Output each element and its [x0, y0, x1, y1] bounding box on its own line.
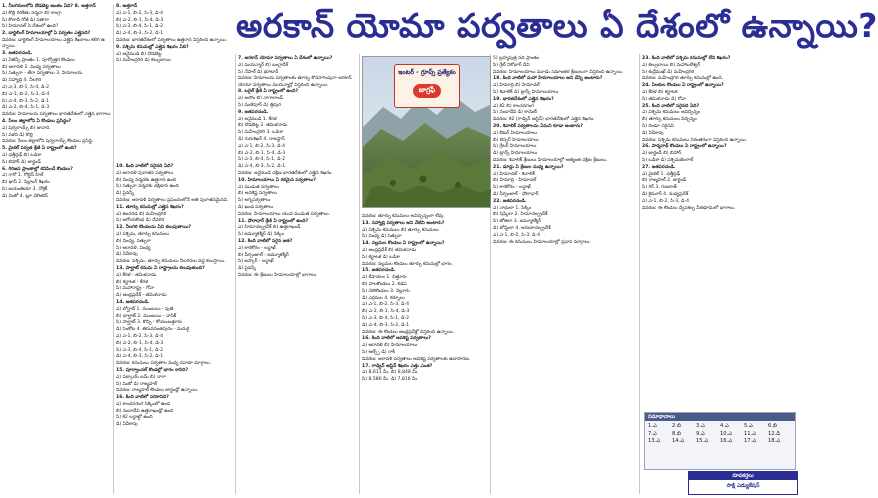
article-line: 13. పాల్ఘాట్ కనుమ ఏ రాష్ట్రాలను కలుపుతుంది?	[116, 265, 205, 271]
article-line: సి) జయంతియా 3. నోక్రెక్	[2, 187, 48, 193]
answer-key-item: 16.ఎ	[720, 438, 732, 445]
article-line: డి) ట్రాన్స్ హిమాలయాలు	[493, 151, 538, 157]
article-line: 16. కింది వాటిలో సరికానిది?	[116, 395, 169, 401]
article-line: సి) ఎ-3, బి-4, సి-1, డి-2	[362, 315, 409, 321]
article-line: ఎ) హిమాచల్ప్రదేశ్ బి) ఉత్తరాఖండ్	[238, 225, 301, 231]
answer-key-item: 8.బి	[672, 430, 681, 437]
article-line: బి) ఎ-2, బి-1, సి-4, డి-3	[362, 309, 410, 315]
article-line: బి) ఎ-1, బి-2, సి-3, డి-4	[2, 91, 50, 97]
article-line: వివరణ: నల్లమల కొండలు తూర్పు కనుమల్లో భాగం.	[362, 261, 453, 267]
article-line: వివరణ: పశ్చిమ కనుమలు నిరంతరంగా విస్తరించి ఉన్నాయి.	[642, 137, 748, 143]
article-line: 3. జతపరచండి.	[2, 51, 33, 57]
article-line: ఎ) 8,611 మీ. బి) 8,848 మీ.	[362, 370, 419, 376]
article-line: ఎ) కె2 బి) కాంచనగంగ	[493, 103, 534, 109]
article-line: 7. అరకాన్ యోమా పర్వతాలు ఏ దేశంలో ఉన్నాయి?	[238, 56, 333, 61]
article-line: వివరణ: ఆరావళి పర్వతాలు ప్రపంచంలోనే అతి పురాతనమైనవి.	[116, 197, 229, 203]
article-line: బి) లెస్సర్ హిమాలయాలు	[493, 137, 539, 143]
article-line: ఎ) పట్కాయ్ బమ్ బి) నాగా	[116, 374, 166, 380]
article-line: 18. కింది వాటిలో మహా హిమాలయాలు అని దేన్ని అంటారు?	[493, 76, 603, 82]
article-line: ఎ) ఎ-1, బి-2, సి-3, డి-4	[642, 198, 690, 204]
article-line: సి) ఎ-3, బి-4, సి-1, డి-2	[116, 24, 163, 30]
article-line: వివరణ: కె2 (గాడ్విన్ ఆస్టిన్) భారతదేశంలో ఎత్తైన శిఖరం.	[493, 117, 595, 123]
article-line: ఎ) కల్సుబాయి బి) మహాబలేశ్వర్	[642, 62, 701, 68]
credit-box	[688, 471, 798, 495]
article-line: ఎ) ఎ-3, బి-1, సి-4, డి-2	[2, 85, 50, 91]
article-line: బి) పీర్పంజాల్ - జమ్మూకశ్మీర్	[238, 252, 289, 258]
answer-key-item: 4.ఎ	[720, 423, 729, 430]
article-line: ఎ) ఔటర్ హిమాలయాలు	[493, 130, 538, 136]
article-line: ఎ) హిమాద్రి బి) హిమాచల్	[493, 83, 540, 89]
article-line: 12. నీలగిరి కొండలను ఏవి కలుపుతాయి?	[116, 225, 192, 231]
article-line: ఎ) ఎ-1, బి-2, సి-3, డి-4	[362, 302, 410, 308]
article-line: వివరణ: పశ్చిమ, తూర్పు కనుమలు నీలగిరుల వద్ద కలుస్తాయి.	[116, 259, 226, 265]
article-line: ఎ) ఎ-1, బి-2, సి-3, డి-4	[238, 143, 286, 149]
article-line: సి) జమ్మూకశ్మీర్ డి) సిక్కిం	[238, 232, 284, 238]
article-line: 10. కింది వాటిలో సరైనది ఏది?	[116, 164, 174, 169]
answer-key-item: 13.ఎ	[648, 438, 660, 445]
article-line: డి) మిజో 4. బ్లూ మౌంటెన్	[2, 193, 48, 199]
article-line: 11. ధౌలాధార్ శ్రేణి ఏ రాష్ట్రంలో ఉంది?	[238, 218, 309, 224]
article-line: సి) వెలికొండలు 3. నెల్లూరు	[362, 288, 410, 294]
article-line: 23. కింది వాటిలో పశ్చిమ కనుమల్లో లేని శిఖరం?	[642, 56, 731, 61]
article-line: సి) మహేంద్రగిరి డి) కల్సుబాయి	[116, 58, 171, 64]
answer-key-item: 3.ఎ	[696, 423, 705, 430]
article-line: వివరణ: సేలం జిల్లాలోని షెర్వరాయ్స్ కొండలు ప్రసిద్ధి.	[2, 139, 94, 145]
article-line: సి) గిర్ 3. గుజరాత్	[642, 185, 677, 191]
article-line: బి) ఖాసీ 2. షిల్లాంగ్ శిఖరం	[2, 180, 50, 186]
article-line: 15. పూర్వాంచల్ కొండల్లో భాగం కానిది?	[116, 367, 189, 373]
article-line: డి) పైవన్నీ	[238, 266, 256, 272]
answer-key-item: 6.బి	[768, 423, 777, 430]
article-line: బి) నందాదేవి ఉత్తరాఖండ్లో ఉంది	[116, 408, 174, 414]
article-line: 5) బ్రహ్మపుత్ర నది ప్రాంతం	[493, 56, 539, 61]
article-line: బి) ఎ-2, బి-1, సి-4, డి-3	[116, 17, 164, 23]
article-line: వివరణ: తూర్పు కనుమలు అవిచ్ఛిన్నంగా లేవు.	[362, 214, 445, 219]
article-line: 19. భారతదేశంలో ఎత్తైన శిఖరం?	[493, 96, 554, 102]
article-line: వివరణ: భారతదేశంలో పర్వతాలు ఉత్తరాన విస్తరించి ఉన్నాయి.	[116, 37, 228, 43]
article-line: 5. మైకల్ పర్వత శ్రేణి ఏ రాష్ట్రంలో ఉంది?	[2, 146, 77, 152]
article-line: బి) వింధ్య నర్మదకు ఉత్తరాన ఉంది	[116, 177, 177, 183]
article-line: 14. నల్లమల కొండలు ఏ రాష్ట్రంలో ఉన్నాయి?	[362, 241, 445, 247]
article-line: 4. సేలం జిల్లాలోని ఏ కొండలు ప్రసిద్ధం?	[2, 119, 72, 125]
article-line: ఎ) ఏజెన్సీ ప్రాంతం 1. పూర్వోత్తర కొండలు	[2, 57, 75, 63]
article-line: ఎ) కేరళ బి) కర్ణాటక	[642, 89, 678, 95]
article-line: ఎ) ఎ-1, బి-2, సి-3, డి-4	[493, 232, 541, 238]
article-line: సి) జస్కార్ - లద్దాఖ్	[238, 259, 274, 265]
article-column-4	[362, 214, 489, 494]
article-line: డి) ఎర్రమల 4. కర్నూలు	[362, 295, 405, 301]
article-line: బి) అవశిష్ట పర్వతాలు	[238, 191, 277, 197]
article-line: ఎ) నాథులా 1. సిక్కిం	[493, 205, 532, 211]
article-line: డి) ఏవీకావు	[116, 252, 138, 258]
article-column-5	[493, 56, 638, 496]
article-line: 6. గిరిజన ప్రాంతాల్లో కనిపించే కొండలు?	[2, 166, 73, 172]
article-line: వివరణ: హిమాలయాలు మూడు సమాంతర శ్రేణులుగా విస్తరించి ఉన్నాయి.	[493, 69, 624, 75]
article-line: బి) రాజ్మహల్ 2. జార్ఖండ్	[642, 178, 687, 184]
article-line: ఎ) ఎ-1, బి-2, సి-3, డి-4	[116, 10, 164, 16]
article-line: బి) షిప్కిలా 2. హిమాచల్ప్రదేశ్	[493, 212, 548, 218]
article-line: సి) ఎ-3, బి-4, సి-1, డి-2	[238, 157, 285, 163]
article-line: బి) పాలకొండలు 2. కడప	[362, 281, 407, 287]
article-line: ఎ) మయన్మార్ బి) బంగ్లాదేశ్	[238, 62, 288, 68]
article-line: 13. సహ్యాద్రి పర్వతాలు అని వేటిని అంటారు?	[362, 220, 445, 226]
article-line: వివరణ: ఈ శ్రేణులు హిమాలయాల్లో భాగాలు.	[238, 273, 318, 278]
banner-subtitle: ఇంటర్ - గ్రూప్స్ ప్రత్యేకం	[398, 69, 456, 76]
article-column-2-lower	[116, 164, 232, 494]
answer-key-item: 14.ఎ	[672, 438, 684, 445]
article-line: 25. కింది వాటిలో సరైనది ఏది?	[642, 103, 700, 109]
banner-topic-badge: జాగ్రఫీ	[413, 84, 441, 98]
article-line: వివరణ: శివాలిక్ శ్రేణులు హిమాలయాల్లో అత్యంత దక్షిణ శ్రేణులు.	[493, 157, 608, 163]
article-line: వివరణ: హిమాలయ పర్వతాలు భారతదేశంలో ఎత్తైన భాగాలు.	[2, 112, 112, 118]
article-line: సి) మణిపూర్ డి) త్రిపుర	[238, 103, 281, 109]
article-line: ఎ) కేరళ - తమిళనాడు	[116, 272, 157, 278]
article-line: ఎ) పశ్చిమ కనుమలు అవిచ్ఛిన్నం	[642, 110, 701, 116]
article-line: సి) గ్రేట్ నికోబార్ దీవి	[493, 62, 530, 68]
article-line: సి) అగ్నిపర్వతాలు	[238, 198, 271, 204]
article-line: 16. కింది వాటిలో అవశిష్ట పర్వతాలు?	[362, 336, 431, 342]
article-line: ఎ) ఆనైముడి బి) దొడబెట్ట	[116, 51, 162, 57]
article-line: సి) జోజిలా 3. జమ్మూకశ్మీర్	[493, 219, 541, 225]
article-line: ఎ) ఎ-1, బి-2, సి-3, డి-4	[116, 333, 164, 339]
article-line: 17. గాడ్విన్ ఆస్టిన్ శిఖరం ఎత్తు ఎంత?	[362, 363, 433, 369]
article-line: డి) ఎ-2, బి-4, సి-1, డి-3	[2, 105, 50, 111]
article-line: సి) గ్రేటర్ హిమాలయాలు	[493, 144, 537, 150]
article-line: వివరణ: అనైముడి దక్షిణ భారతదేశంలో ఎత్తైన శిఖరం.	[238, 171, 333, 177]
article-line: బి) వింధ్య, సత్పురా	[116, 238, 151, 244]
article-line: ఎ) కారకోరం - లద్దాఖ్	[238, 245, 276, 251]
article-line: సి) హిమాచల్ ఏ దేశంలో ఉంది?	[2, 24, 59, 30]
article-line: బి) ఎ-2, బి-1, సి-4, డి-3	[116, 340, 164, 346]
article-line: 26. పార్శనాథ్ కొండలు ఏ రాష్ట్రంలో ఉన్నాయి?	[642, 144, 727, 150]
article-line: బి) థాల్ఘాట్ 2. ముంబయి - నాసిక్	[116, 313, 177, 319]
article-line: 1. నీలగిరులలోని దొడబెట్ట ఆంతం ఏది? 8. అత్తగాన్	[2, 4, 96, 9]
article-line: బి) దొడబెట్ట 2. తమిళనాడు	[238, 123, 288, 129]
answer-key-item: 17.ఎ	[744, 438, 756, 445]
article-line: వివరణ: ఈ కొండలు ఆంధ్రప్రదేశ్లో విస్తరించి ఉన్నాయి.	[362, 329, 455, 335]
answer-key-item: 11.ఎ	[744, 430, 756, 437]
headline: అరకాన్ యోమా పర్వతాలు ఏ దేశంలో ఉన్నాయి?	[236, 6, 878, 45]
answer-key-item: 15.ఎ	[696, 438, 708, 445]
article-line: డి) ఎ-4, బి-3, సి-2, డి-1	[116, 31, 164, 37]
article-line: డి) సహ్యాద్రి 4. నీలగిరి	[2, 78, 42, 84]
article-line: సి) ఆల్ప్స్ డి) రాకీ	[362, 349, 395, 355]
article-line: వివరణ: డార్జిలింగ్ హిమాలయాలు ఎత్తైన శిఖరాలు కలిగి ఉన్నాయి.	[2, 37, 105, 50]
article-line: సి) కె2 లద్దాఖ్లో ఉంది	[116, 415, 153, 421]
article-line: 10. హిమాలయాలు ఏ రకమైన పర్వతాలు?	[238, 177, 317, 183]
article-line: 2. డార్జిలింగ్ హిమాలయాల్లో ఏ పర్వతం ఎత్తైనది?	[2, 31, 91, 37]
answer-key-item: 10.ఎ	[720, 430, 732, 437]
article-line: సి) మహారాష్ట్ర - గోవా	[116, 286, 155, 292]
article-line: సి) ఎ-3, బి-4, సి-1, డి-2	[116, 347, 163, 353]
credit-label: రూపకర్తలు	[689, 472, 797, 480]
article-line: బి) తూర్పు కనుమలు విచ్ఛిన్నం	[642, 117, 697, 123]
article-line: సి) తమిళనాడు డి) గోవా	[642, 96, 687, 102]
article-line: ఎ) జిందగడ బి) మహేంద్రగిరి	[116, 211, 167, 217]
article-line: సి) కారకోరం - లద్దాఖ్	[493, 185, 531, 191]
answer-key-item: 7.ఎ	[648, 430, 657, 437]
column-divider	[113, 4, 114, 494]
article-line: ఎ) ఛత్తీస్గఢ్ బి) ఒడిశా	[2, 153, 42, 159]
article-line: డి) ఖండ పర్వతాలు	[238, 205, 274, 211]
answer-key-item: 5.ఎ	[744, 423, 753, 430]
article-line: సి) శివాలిక్ డి) ట్రాన్స్ హిమాలయాలు	[493, 89, 559, 95]
article-line: డి) గురుశిఖర్ 4. రాజస్థాన్	[238, 137, 285, 143]
article-line: ఎ) గారో 1. గోల్డెన్ హిల్	[2, 173, 44, 179]
article-line: 14. జతపరచండి.	[116, 299, 150, 305]
article-line: 27. జతపరచండి.	[642, 164, 676, 170]
article-line: 8. బరైల్ శ్రేణి ఏ రాష్ట్రంలో ఉంది?	[238, 89, 299, 95]
article-line: సి) మహేంద్రగిరి 3. ఒడిశా	[238, 130, 284, 136]
article-line: సి) రెండూ సరైనవి	[642, 123, 674, 129]
article-line: సి) కొలాదీ రోజీ డి) సతారా	[2, 17, 50, 23]
article-line: సి) పళని డి) కొల్లి	[2, 132, 33, 138]
article-line: ఎ) శేషాచలం 1. చిత్తూరు	[362, 275, 407, 281]
article-line: సి) సత్పురా - తేరా పర్వతాలు 3. హిమాలయ	[2, 71, 83, 77]
article-line: 9. జతపరచండి.	[238, 109, 269, 115]
article-line: డి) ఏవీకావు	[642, 130, 664, 136]
article-line: వివరణ: కనుమలు పర్వతాల మధ్య రవాణా మార్గాలు.	[116, 361, 212, 367]
article-line: ఎ) బోర్ఘాట్ 1. ముంబయి - పుణె	[116, 306, 174, 312]
article-line: డి) సెంకోట 4. తిరువనంతపురం - మదురై	[116, 327, 190, 333]
article-line: సి) వింధ్య డి) సత్పురా	[362, 234, 402, 240]
article-line: 9. పశ్చిమ కనుమల్లో ఎత్తైన శిఖరం ఏది?	[116, 44, 189, 50]
article-line: ఎ) హిమాచల్ - శివాలిక్	[493, 171, 535, 177]
article-line: సి) బిహార్ డి) జార్ఖండ్	[2, 159, 41, 165]
article-line: సి) మిజో డి) రాజ్మహల్	[116, 381, 157, 387]
article-line: సి) 8,586 మీ. డి) 7,816 మీ.	[362, 377, 419, 383]
article-column-3	[238, 56, 358, 496]
article-line: బి) కర్ణాటక - కేరళ	[116, 279, 149, 285]
article-line: డి) ఎ-4, బి-3, సి-2, డి-1	[362, 322, 410, 328]
article-line: సి) కర్ణాటక డి) ఒడిశా	[362, 254, 401, 260]
answer-key-item: 1.ఎ	[648, 423, 657, 430]
column-divider	[359, 54, 360, 494]
article-line: డి) ఏవీకావు	[116, 422, 138, 428]
article-column-6	[642, 56, 798, 294]
answer-key-item: 2.బి	[672, 423, 681, 430]
article-line: సి) సత్పురా నర్మదకు దక్షిణాన ఉంది	[116, 184, 179, 190]
article-line: వివరణ: మహేంద్రగిరి తూర్పు కనుమల్లో ఉంది.	[642, 76, 724, 82]
article-line: సి) ఎ-4, బి-3, సి-2, డి-1	[2, 98, 49, 104]
article-line: డి) పీర్పంజాల్ - ధౌలాధార్	[493, 191, 539, 197]
article-line: 21. డూన్లు ఏ శ్రేణుల మధ్య ఉన్నాయి?	[493, 164, 564, 170]
article-line: సి) ఆరావళి, వింధ్య	[116, 245, 151, 251]
answer-key-item: 9.ఎ	[696, 430, 705, 437]
article-line: ఎ) ముడుత పర్వతాలు	[238, 184, 279, 190]
answer-key-title: సమాధానాలు	[645, 413, 795, 421]
article-line: సి) నందాదేవి డి) కామెట్	[493, 110, 537, 116]
article-line: డి) ఆంధ్రప్రదేశ్ - తమిళనాడు	[116, 293, 167, 299]
article-line: వివరణ: ఈ కొండలు ద్వీపకల్ప పీఠభూమిలో భాగాలు.	[642, 205, 736, 211]
article-line: వివరణ: ఈ కనుమలు హిమాలయాల్లో ప్రధాన మార్గాలు.	[493, 239, 591, 245]
article-line: బి) ఎ-2, బి-1, సి-4, డి-3	[238, 150, 286, 156]
article-line: ఎ) అసోం బి) నాగాలాండ్	[238, 96, 283, 102]
article-line: 12. కింది వాటిలో సరైన జత?	[238, 239, 293, 245]
article-line: 22. జతపరచండి.	[493, 198, 527, 204]
article-line: బి) హిమాద్రి - హిమాచల్	[493, 178, 537, 184]
answer-key-item: 12.డి	[768, 430, 781, 437]
article-line: ఎ) జార్ఖండ్ బి) బిహార్	[642, 151, 682, 157]
column-divider	[639, 54, 640, 494]
article-line: ఎ) కాంచనగంగ సిక్కింలో ఉంది	[116, 401, 171, 407]
article-line: డి) ఎ-4, బి-3, సి-2, డి-1	[116, 354, 164, 360]
article-line: వివరణ: హిమాలయాలు యువ ముడుత పర్వతాలు.	[238, 211, 331, 217]
article-line: డి) ఎ-4, బి-3, సి-2, డి-1	[238, 164, 286, 170]
article-line: ఎ) షెర్వరాయ్స్ బి) జావాది	[2, 125, 50, 131]
article-line: ఎ) ఆరావళి బి) హిమాలయాలు	[362, 343, 418, 349]
article-line: వివరణ: హిమాలయ పర్వతాలకు తూర్పు కొనసాగింపుగా అరకాన్ యోమా పర్వతాలు మయన్మార్లో విస్తరించి ఉన్నాయి.	[238, 76, 352, 88]
article-line: సి) నేపాల్ డి) భూటాన్	[238, 69, 279, 75]
article-line: సి) పాల్ఘాట్ 3. కొచ్చి - కోయంబత్తూరు	[116, 320, 183, 326]
article-line: డి) బోమ్డిలా 4. అరుణాచల్ప్రదేశ్	[493, 225, 551, 231]
article-line: ఎ) ఆరావళి పురాతన పర్వతాలు	[116, 170, 174, 176]
article-line: బి) ఆరావళి 2. వింధ్య పర్వతాలు	[2, 64, 61, 70]
article-line: ఎ) పశ్చిమ కనుమలు బి) తూర్పు కనుమలు	[362, 227, 439, 233]
article-line: సి) ఆరోయకొండ డి) దేవగిరి	[116, 218, 165, 224]
credit-name: సాక్షి ఎడ్యుకేషన్	[726, 483, 760, 489]
article-line: డి) కైమూర్ 4. మధ్యప్రదేశ్	[642, 191, 689, 197]
article-line: సి) కుద్రేముఖ్ డి) మహేంద్రగిరి	[642, 69, 695, 75]
article-line: ఎ) కొల్లి గిరికేతు నర్మదా బి) కాంగ్రా	[2, 10, 62, 16]
answer-key-grid	[645, 421, 795, 446]
article-column-1	[2, 4, 112, 494]
article-line: 20. శివాలిక్ పర్వతాలను ఏమని కూడా అంటారు?	[493, 123, 583, 129]
article-line: ఎ) మైకల్ 1. ఛత్తీస్గఢ్	[642, 171, 681, 177]
column-divider	[235, 54, 236, 494]
article-line: ఎ) ఆంధ్రప్రదేశ్ బి) తమిళనాడు	[362, 247, 417, 253]
answer-key-box	[644, 412, 796, 470]
article-column-2	[116, 4, 232, 164]
article-line: 15. జతపరచండి.	[362, 268, 396, 274]
article-line: 8. అత్తగాన్	[116, 4, 138, 9]
article-line: 11. తూర్పు కనుమల్లో ఎత్తైన శిఖరం?	[116, 204, 184, 210]
article-line: సి) ఒడిశా డి) పశ్చిమబెంగాల్	[642, 157, 694, 163]
article-line: 24. ఏలకుల కొండలు ఏ రాష్ట్రంలో ఉన్నాయి?	[642, 83, 724, 89]
article-line: వివరణ: ఆరావళి పర్వతాలు అవశిష్ట పర్వతాలకు ఉదాహరణ.	[362, 356, 471, 362]
answer-key-item: 18.ఎ	[768, 438, 780, 445]
article-line: ఎ) పశ్చిమ, తూర్పు కనుమలు	[116, 231, 170, 237]
article-line: వివరణ: రాజ్మహల్ కొండలు జార్ఖండ్లో ఉన్నాయి.	[116, 388, 199, 394]
section-banner	[394, 64, 460, 108]
article-line: డి) పైవన్నీ	[116, 191, 134, 197]
article-line: ఎ) అనైముడి 1. కేరళ	[238, 116, 277, 122]
